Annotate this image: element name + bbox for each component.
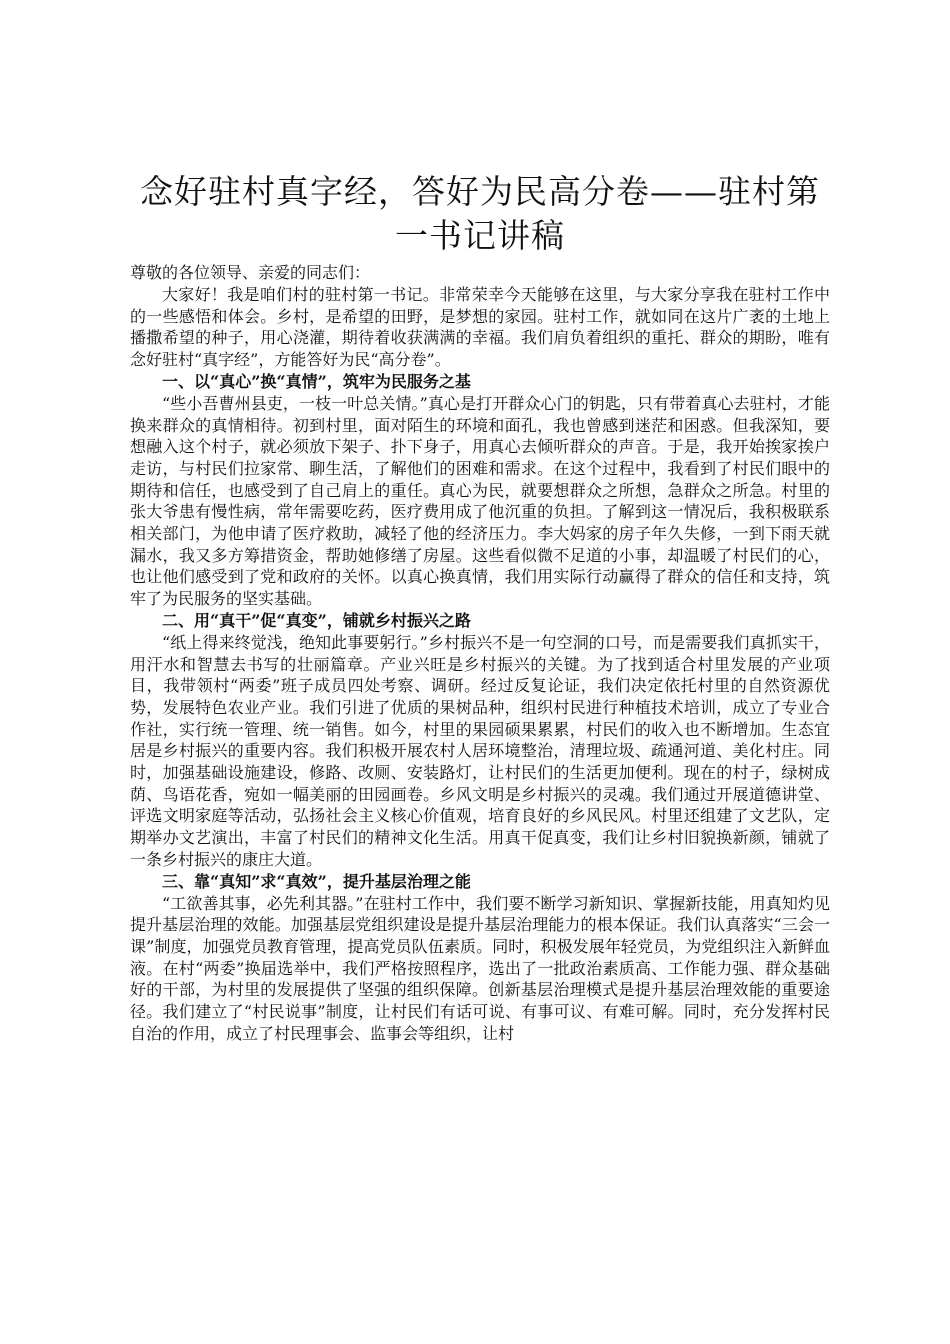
intro-paragraph: 大家好！我是咱们村的驻村第一书记。非常荣幸今天能够在这里，与大家分享我在驻村工作中的一些感悟和体会。乡村，是希望的田野，是梦想的家园。驻村工作，就如同在这片广袤的土地上播撒希望的种子，用心浇灌，期待着收获满满的幸福。我们肩负着组织的重托、群众的期盼，唯有念好驻村“真字经”，方能答好为民“高分卷”。 — [130, 285, 830, 370]
title-line-1: 念好驻村真字经，答好为民高分卷——驻村第 — [140, 172, 820, 211]
section-body-3: “工欲善其事，必先利其器。”在驻村工作中，我们要不断学习新知识、掌握新技能，用真知灼见提升基层治理的效能。加强基层党组织建设是提升基层治理能力的根本保证。我们认真落实“三会一课”制度，加强党员教育管理，提高党员队伍素质。同时，积极发展年轻党员，为党组织注入新鲜血液。在村“两委”换届选举中，我们严格按照程序，选出了一批政治素质高、工作能力强、群众基础好的干部，为村里的发展提供了坚强的组织保障。创新基层治理模式是提升基层治理效能的重要途径。我们建立了“村民说事”制度，让村民们有话可说、有事可议、有难可解。同时，充分发挥村民自治的作用，成立了村民理事会、监事会等组织，让村 — [130, 893, 830, 1043]
section-heading-3: 三、靠“真知”求“真效”，提升基层治理之能 — [162, 871, 471, 891]
salutation: 尊敬的各位领导、亲爱的同志们： — [130, 263, 371, 282]
document-title — [130, 170, 830, 258]
title-line-2: 一书记讲稿 — [395, 216, 565, 255]
document-page — [130, 170, 830, 1045]
section-body-1: “些小吾曹州县吏，一枝一叶总关情。”真心是打开群众心门的钥匙，只有带着真心去驻村，才能换来群众的真情相待。初到村里，面对陌生的环境和面孔，我也曾感到迷茫和困惑。但我深知，要想融入这个村子，就必须放下架子、扑下身子，用真心去倾听群众的声音。于是，我开始挨家挨户走访，与村民们拉家常、聊生活，了解他们的困难和需求。在这个过程中，我看到了村民们眼中的期待和信任，也感受到了自己肩上的重任。真心为民，就要想群众之所想，急群众之所急。村里的张大爷患有慢性病，常年需要吃药，医疗费用成了他沉重的负担。了解到这一情况后，我积极联系相关部门，为他申请了医疗救助，减轻了他的经济压力。李大妈家的房子年久失修，一到下雨天就漏水，我又多方筹措资金，帮助她修缮了房屋。这些看似微不足道的小事，却温暖了村民们的心，也让他们感受到了党和政府的关怀。以真心换真情，我们用实际行动赢得了群众的信任和支持，筑牢了为民服务的坚实基础。 — [130, 393, 830, 609]
section-heading-1: 一、以“真心”换“真情”，筑牢为民服务之基 — [162, 371, 471, 391]
section-heading-2: 二、用“真干”促“真变”，铺就乡村振兴之路 — [162, 610, 471, 630]
section-body-2: “纸上得来终觉浅，绝知此事要躬行。”乡村振兴不是一句空洞的口号，而是需要我们真抓实干，用汗水和智慧去书写的壮丽篇章。产业兴旺是乡村振兴的关键。为了找到适合村里发展的产业项目，我带领村“两委”班子成员四处考察、调研。经过反复论证，我们决定依托村里的自然资源优势，发展特色农业产业。我们引进了优质的果树品种，组织村民进行种植技术培训，成立了专业合作社，实行统一管理、统一销售。如今，村里的果园硕果累累，村民们的收入也不断增加。生态宜居是乡村振兴的重要内容。我们积极开展农村人居环境整治，清理垃圾、疏通河道、美化村庄。同时，加强基础设施建设，修路、改厕、安装路灯，让村民们的生活更加便利。现在的村子，绿树成荫、鸟语花香，宛如一幅美丽的田园画卷。乡风文明是乡村振兴的灵魂。我们通过开展道德讲堂、评选文明家庭等活动，弘扬社会主义核心价值观，培育良好的乡风民风。村里还组建了文艺队，定期举办文艺演出，丰富了村民们的精神文化生活。用真干促真变，我们让乡村旧貌换新颜，铺就了一条乡村振兴的康庄大道。 — [130, 632, 830, 869]
